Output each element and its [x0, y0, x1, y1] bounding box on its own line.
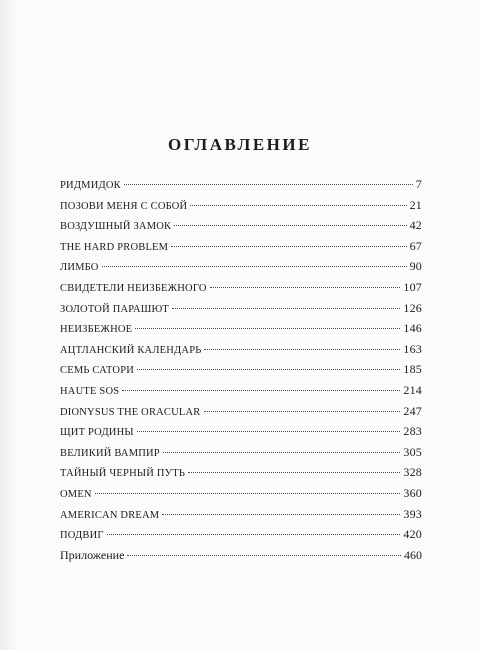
toc-entry-label: Приложение — [60, 547, 125, 562]
toc-page-number: 420 — [403, 527, 422, 542]
toc-page-number: 214 — [403, 382, 422, 397]
toc-leader-dots — [204, 349, 400, 350]
toc-entry-label: ТАЙНЫЙ ЧЕРНЫЙ ПУТЬ — [60, 468, 186, 480]
toc-page-number: 328 — [403, 465, 422, 480]
toc-page-number: 146 — [403, 321, 422, 336]
toc-entry[interactable] — [60, 177, 422, 198]
toc-entry[interactable] — [60, 383, 422, 404]
toc-page-number: 393 — [403, 506, 422, 521]
toc-entry-label: СВИДЕТЕЛИ НЕИЗБЕЖНОГО — [60, 282, 207, 294]
toc-page-number: 460 — [404, 547, 422, 562]
toc-page-number: 90 — [409, 259, 422, 274]
toc-entry-label: ЩИТ РОДИНЫ — [60, 427, 134, 439]
toc-leader-dots — [188, 472, 400, 473]
toc-entry-label: OMEN — [60, 488, 92, 500]
toc-leader-dots — [95, 493, 401, 494]
page-title: ОГЛАВЛЕНИЕ — [168, 135, 312, 154]
toc-page-number: 7 — [415, 177, 422, 191]
toc-leader-dots — [137, 369, 400, 370]
toc-leader-dots — [190, 205, 406, 206]
toc-leader-dots — [137, 431, 401, 432]
toc-page-number: 42 — [409, 218, 422, 233]
toc-entry[interactable] — [60, 280, 422, 301]
toc-entry[interactable] — [60, 527, 422, 548]
toc-entry[interactable] — [60, 321, 422, 342]
toc-leader-dots — [162, 514, 400, 515]
toc-entry[interactable] — [60, 259, 422, 280]
toc-entry-label: ВОЗДУШНЫЙ ЗАМОК — [60, 221, 172, 233]
toc-leader-dots — [127, 555, 401, 556]
toc-leader-dots — [102, 266, 407, 267]
toc-entry-label: ВЕЛИКИЙ ВАМПИР — [60, 447, 160, 459]
toc-page-number: 21 — [409, 197, 422, 212]
toc-page-number: 126 — [403, 300, 422, 315]
toc-leader-dots — [174, 225, 406, 226]
toc-entry[interactable] — [60, 301, 422, 322]
toc-entry[interactable] — [60, 424, 422, 445]
toc-leader-dots — [204, 411, 401, 412]
toc-entry[interactable] — [60, 239, 422, 260]
toc-entry-label: THE HARD PROBLEM — [60, 241, 169, 253]
toc-leader-dots — [163, 452, 401, 453]
toc-page-number: 185 — [403, 362, 422, 377]
toc-entry-label: РИДМИДОК — [60, 180, 121, 191]
toc-entry[interactable] — [60, 198, 422, 219]
page-gutter-shadow — [0, 0, 18, 650]
toc-leader-dots — [122, 390, 400, 391]
table-of-contents — [60, 177, 422, 568]
toc-entry[interactable] — [60, 548, 422, 569]
toc-entry-label: ПОДВИГ — [60, 530, 104, 542]
toc-entry[interactable] — [60, 507, 422, 528]
toc-entry-label: ЛИМБО — [60, 262, 99, 274]
toc-page-number: 247 — [403, 403, 422, 418]
toc-page-number: 360 — [403, 485, 422, 500]
toc-page-number: 67 — [409, 238, 422, 253]
toc-page-number: 283 — [403, 424, 422, 439]
toc-entry-label: AMERICAN DREAM — [60, 509, 160, 521]
toc-leader-dots — [124, 184, 413, 185]
toc-page-number: 305 — [403, 444, 422, 459]
toc-entry-label: DIONYSUS THE ORACULAR — [60, 406, 201, 418]
toc-entry-label: ПОЗОВИ МЕНЯ С СОБОЙ — [60, 200, 188, 212]
toc-leader-dots — [135, 328, 400, 329]
toc-entry-label: ЗОЛОТОЙ ПАРАШЮТ — [60, 303, 169, 315]
toc-entry-label: HAUTE SOS — [60, 385, 120, 397]
toc-entry[interactable] — [60, 404, 422, 425]
toc-entry[interactable] — [60, 486, 422, 507]
toc-page-number: 107 — [403, 279, 422, 294]
toc-leader-dots — [210, 287, 401, 288]
toc-leader-dots — [172, 308, 401, 309]
toc-entry[interactable] — [60, 362, 422, 383]
toc-entry-label: АЦТЛАНСКИЙ КАЛЕНДАРЬ — [60, 344, 202, 356]
toc-entry[interactable] — [60, 342, 422, 363]
toc-entry[interactable] — [60, 218, 422, 239]
toc-entry[interactable] — [60, 465, 422, 486]
toc-entry-label: СЕМЬ САТОРИ — [60, 365, 135, 377]
toc-entry-label: НЕИЗБЕЖНОЕ — [60, 324, 133, 336]
toc-page-number: 163 — [403, 341, 422, 356]
toc-leader-dots — [107, 534, 401, 535]
toc-entry[interactable] — [60, 445, 422, 466]
toc-leader-dots — [171, 246, 406, 247]
